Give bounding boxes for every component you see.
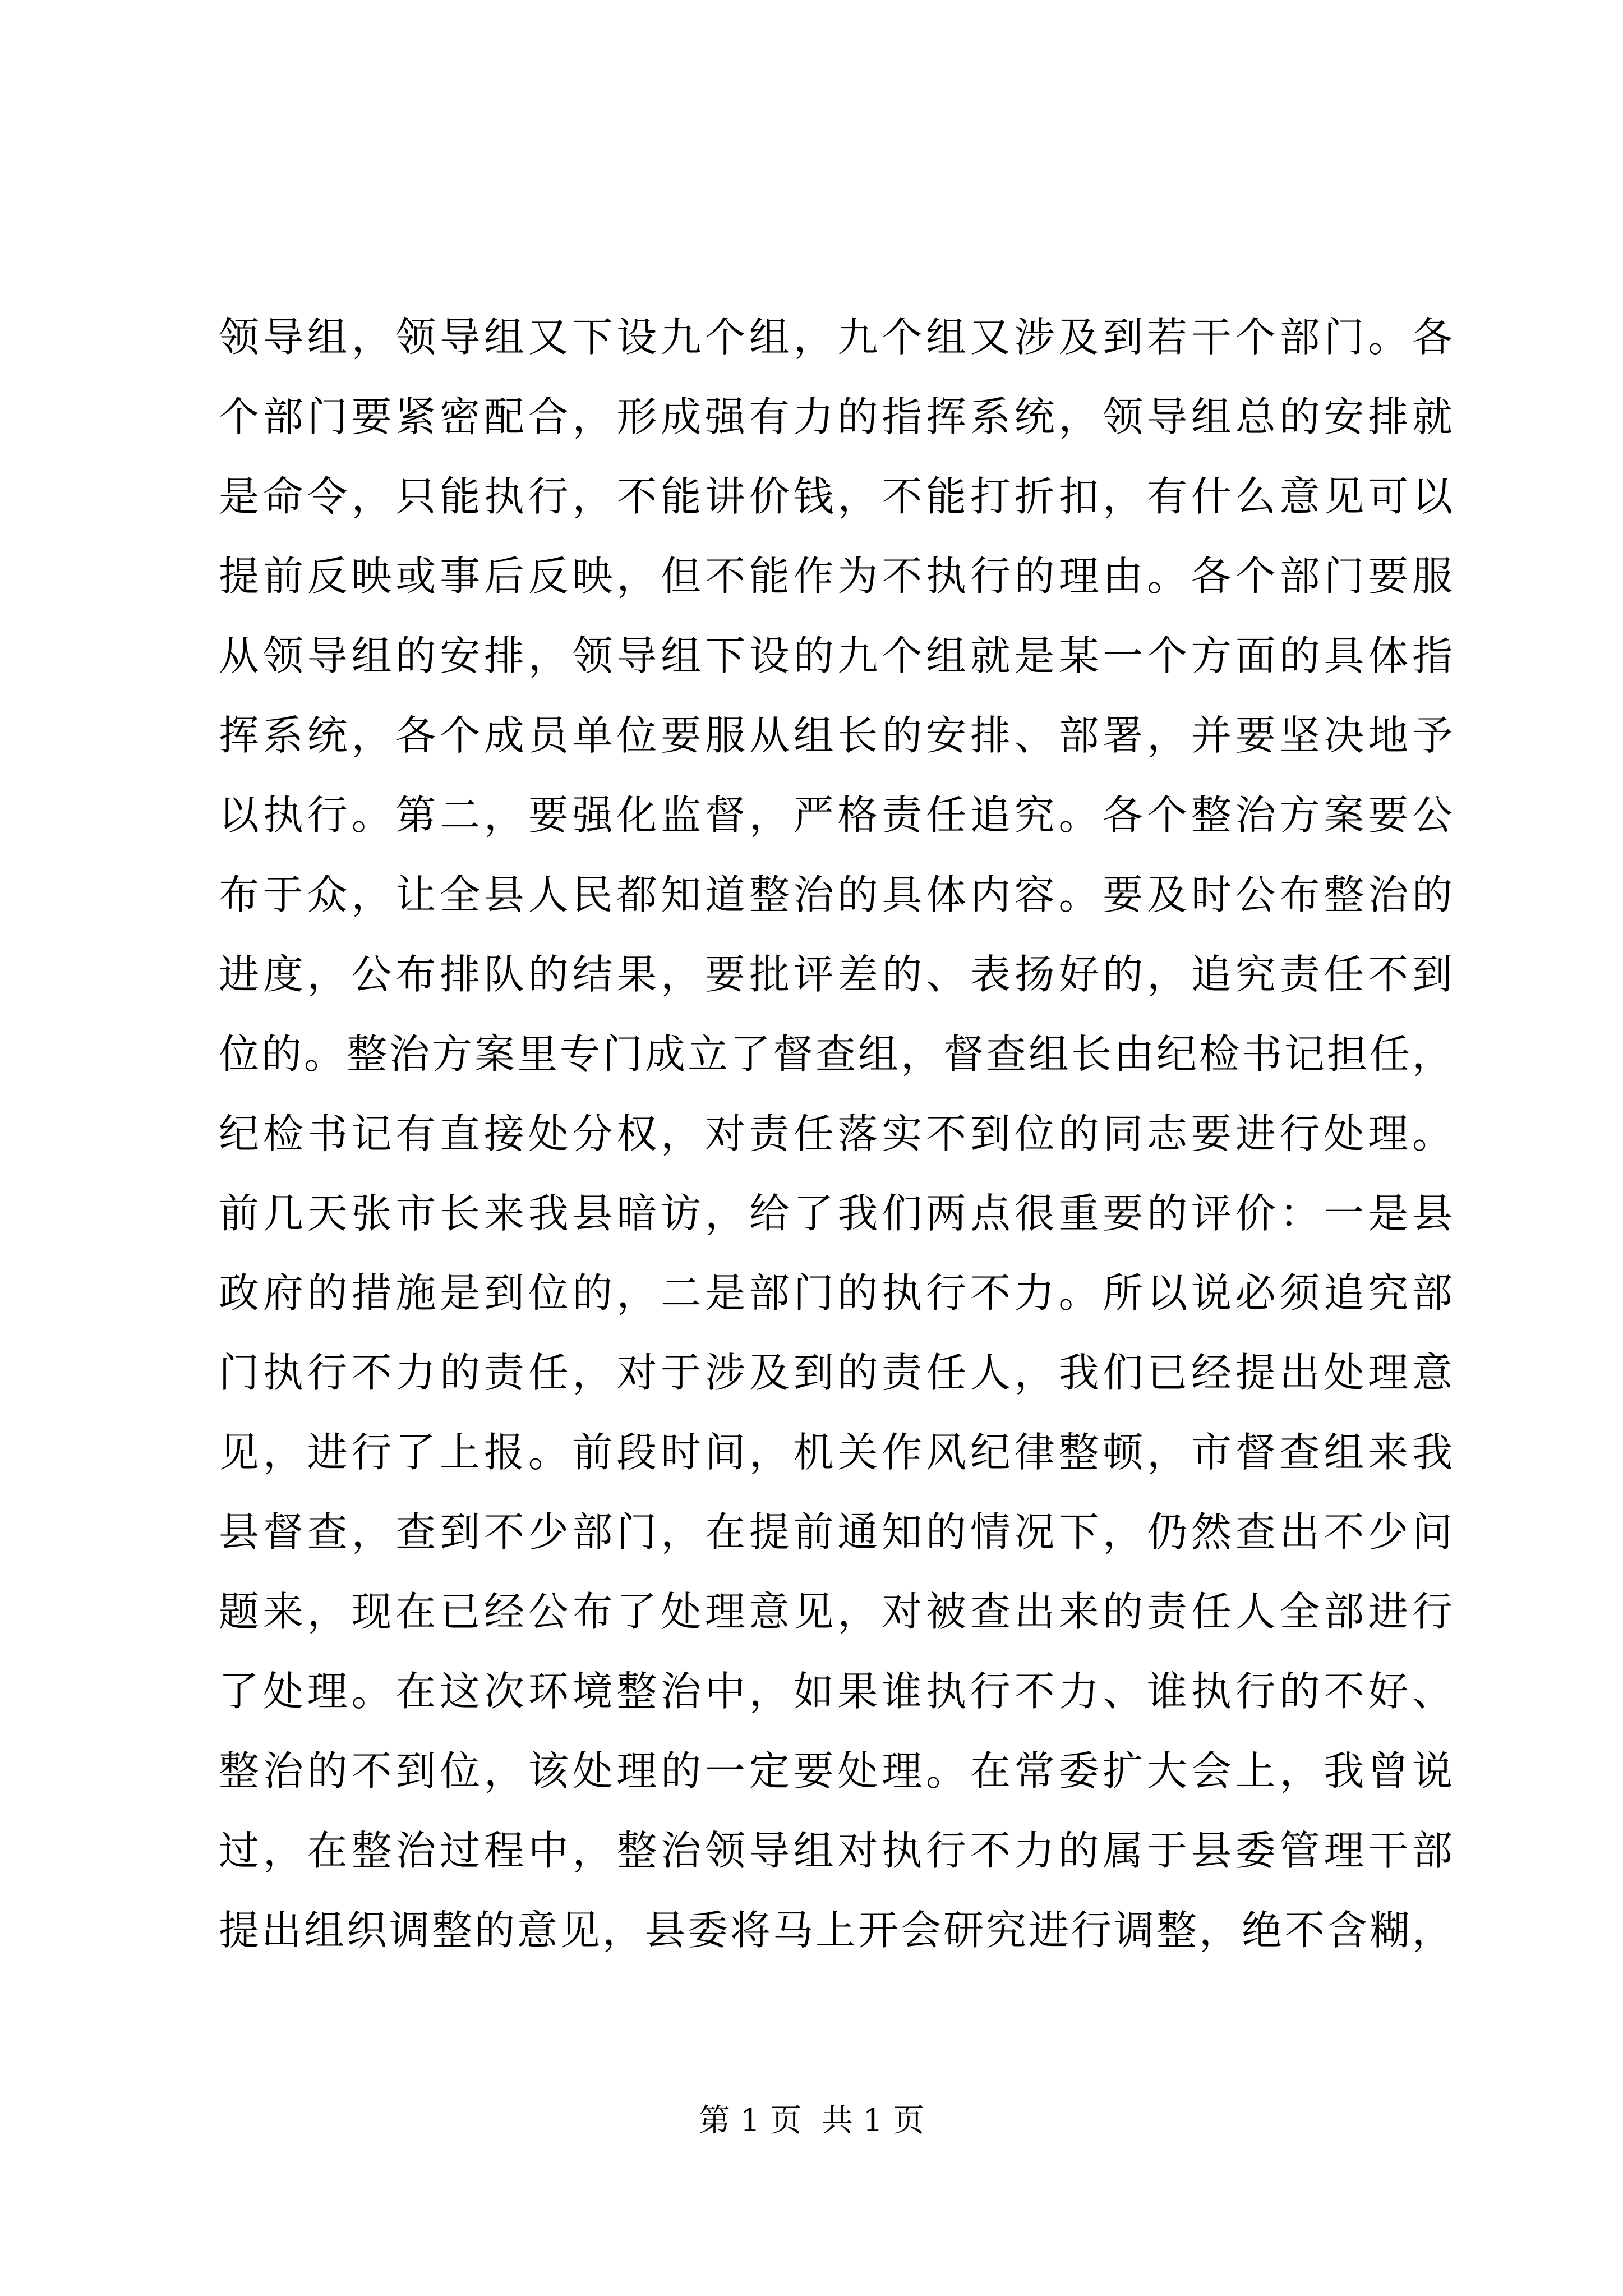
text-line: 是命令，只能执行，不能讲价钱，不能打折扣，有什么意见可以 [219,473,1453,520]
text-line: 政府的措施是到位的，二是部门的执行不力。所以说必须追究部 [219,1269,1453,1317]
text-line: 布于众，让全县人民都知道整治的具体内容。要及时公布整治的 [219,871,1453,918]
text-line: 个部门要紧密配合，形成强有力的指挥系统，领导组总的安排就 [219,393,1453,440]
text-line: 提前反映或事后反映，但不能作为不执行的理由。各个部门要服 [219,553,1453,600]
text-line: 挥系统，各个成员单位要服从组长的安排、部署，并要坚决地予 [219,712,1453,759]
text-line: 以执行。第二，要强化监督，严格责任追究。各个整治方案要公 [219,792,1453,839]
text-line: 过，在整治过程中，整治领导组对执行不力的属于县委管理干部 [219,1827,1453,1874]
text-line: 提出组织调整的意见，县委将马上开会研究进行调整，绝不含糊， [219,1907,1453,1954]
text-line: 位的。整治方案里专门成立了督查组，督查组长由纪检书记担任， [219,1030,1453,1078]
text-line: 领导组，领导组又下设九个组，九个组又涉及到若干个部门。各 [219,314,1453,361]
text-line: 进度，公布排队的结果，要批评差的、表扬好的，追究责任不到 [219,951,1453,998]
text-line: 前几天张市长来我县暗访，给了我们两点很重要的评价：一是县 [219,1190,1453,1237]
text-line: 见，进行了上报。前段时间，机关作风纪律整顿，市督查组来我 [219,1429,1453,1476]
text-line: 纪检书记有直接处分权，对责任落实不到位的同志要进行处理。 [219,1110,1453,1157]
text-line: 县督查，查到不少部门，在提前通知的情况下，仍然查出不少问 [219,1508,1453,1556]
text-line: 题来，现在已经公布了处理意见，对被查出来的责任人全部进行 [219,1588,1453,1635]
text-line: 了处理。在这次环境整治中，如果谁执行不力、谁执行的不好、 [219,1668,1453,1715]
text-line: 门执行不力的责任，对于涉及到的责任人，我们已经提出处理意 [219,1349,1453,1396]
body-text [219,297,1453,1970]
page-footer: 第 1 页 共 1 页 [698,2102,925,2139]
text-line: 从领导组的安排，领导组下设的九个组就是某一个方面的具体指 [219,632,1453,679]
text-line: 整治的不到位，该处理的一定要处理。在常委扩大会上，我曾说 [219,1747,1453,1795]
